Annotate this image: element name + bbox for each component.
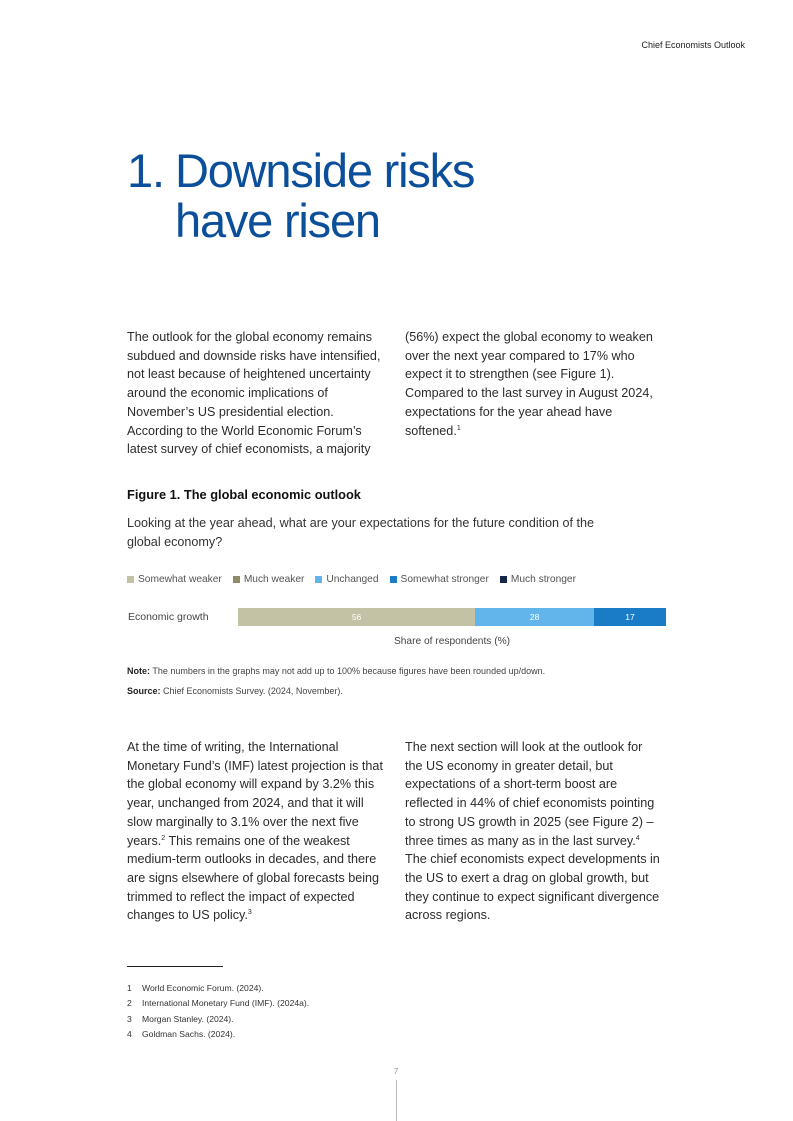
bar-segment: [594, 608, 666, 626]
legend-item: [500, 574, 576, 585]
running-header: Chief Economists Outlook: [641, 40, 745, 50]
footnote-text: Morgan Stanley. (2024).: [142, 1013, 234, 1024]
legend-label: Much weaker: [243, 574, 305, 585]
bar-segment: [238, 608, 475, 626]
source-label: Source:: [127, 686, 161, 696]
legend-label: Somewhat weaker: [138, 574, 222, 585]
legend-swatch: [500, 576, 507, 583]
figure-note: [127, 666, 545, 676]
legend-label: Unchanged: [326, 574, 379, 585]
footnote-item: [127, 981, 309, 996]
figure-source: [127, 686, 343, 696]
bar-value-label: 28: [529, 612, 540, 622]
legend-swatch: [233, 576, 240, 583]
footnote-number: 3: [127, 1013, 132, 1024]
body-left-paragraph: [127, 738, 389, 925]
chart-legend: [127, 574, 576, 585]
note-label: Note:: [127, 666, 150, 676]
footnote-item: [127, 1012, 309, 1027]
body-left-text-1: At the time of writing, the International Monetary Fund’s (IMF) latest projection is that the global economy will expand by 3.2% this year, unchanged from 2024, and that it will slow marginally to 3.1% over the next five years.: [127, 740, 383, 848]
body-right-paragraph: [405, 738, 661, 925]
section-title-line2: have risen: [175, 194, 380, 247]
body-left-text-2: This remains one of the weakest medium-term outlooks in decades, and there are signs elsewhere of global forecasts being trimmed to reflect the impact of expected changes to US policy.: [127, 833, 380, 923]
footnotes: [127, 981, 309, 1042]
footnote-ref-3[interactable]: 3: [247, 909, 252, 917]
legend-swatch: [390, 576, 397, 583]
figure-title: Figure 1. The global economic outlook: [127, 487, 361, 502]
legend-item: [127, 574, 222, 585]
page-number: 7: [393, 1066, 399, 1076]
footnote-number: 2: [127, 998, 132, 1009]
footnote-number: 1: [127, 983, 132, 993]
legend-item: [390, 574, 489, 585]
body-left-column: [127, 738, 389, 925]
section-title-line1: Downside risks: [175, 144, 475, 197]
footnote-item: [127, 1027, 309, 1042]
footnote-text: Goldman Sachs. (2024).: [142, 1028, 236, 1039]
body-right-text-2: The chief economists expect developments in the US to exert a drag on global growth, but they continue to expect significant divergence across regions.: [405, 852, 660, 923]
intro-right-text: (56%) expect the global economy to weaken over the next year compared to 17% who expect it to strengthen (see Figure 1). Compared to the last survey in August 2024, expectations for the year ahead have softened.: [405, 330, 653, 438]
footnote-ref-4[interactable]: 4: [635, 834, 640, 842]
intro-left-text: The outlook for the global economy remains subdued and downside risks have intensified, not least because of heightened uncertainty around the economic implications of November’s US presidential election. According to the World Economic Forum’s latest survey of chief economists, a majority: [127, 330, 381, 457]
intro-right-column: [405, 328, 655, 440]
page-number-rule: [396, 1080, 397, 1121]
note-text: The numbers in the graphs may not add up to 100% because figures have been rounded up/down.: [152, 666, 546, 676]
legend-label: Much stronger: [510, 574, 576, 585]
intro-left-column: [127, 328, 389, 459]
intro-right-paragraph: [405, 328, 655, 440]
footnote-ref-1[interactable]: 1: [456, 424, 461, 432]
chart-x-axis-label: Share of respondents (%): [393, 636, 511, 647]
section-title: [127, 146, 474, 246]
bar-value-label: 56: [351, 612, 362, 622]
bar-value-label: 17: [625, 612, 635, 622]
stacked-bar: [238, 608, 666, 626]
footnote-item: [127, 996, 309, 1011]
figure-question: Looking at the year ahead, what are your expectations for the future condition of the global economy?: [127, 516, 594, 549]
chart-row-label: Economic growth: [128, 611, 209, 623]
bar-segment: [475, 608, 594, 626]
footnote-number: 4: [127, 1028, 132, 1039]
legend-item: [315, 574, 378, 585]
body-right-text-1: The next section will look at the outlook for the US economy in greater detail, but expectations of a short-term boost are reflected in 44% of chief economists pointing to strong US growth in 2025 (see Figure 2) – three times as many as in the last survey.: [405, 740, 655, 848]
legend-item: [233, 574, 305, 585]
legend-swatch: [127, 576, 134, 583]
footnote-text: World Economic Forum. (2024).: [142, 983, 264, 993]
footnote-ref-2[interactable]: 2: [161, 834, 166, 842]
body-right-column: [405, 738, 661, 925]
section-number: 1.: [127, 144, 164, 197]
legend-label: Somewhat stronger: [400, 574, 489, 585]
legend-swatch: [315, 576, 322, 583]
source-text: Chief Economists Survey. (2024, November).: [163, 686, 343, 696]
footnote-text: International Monetary Fund (IMF). (2024a).: [142, 998, 310, 1009]
footnote-divider: [127, 966, 223, 967]
